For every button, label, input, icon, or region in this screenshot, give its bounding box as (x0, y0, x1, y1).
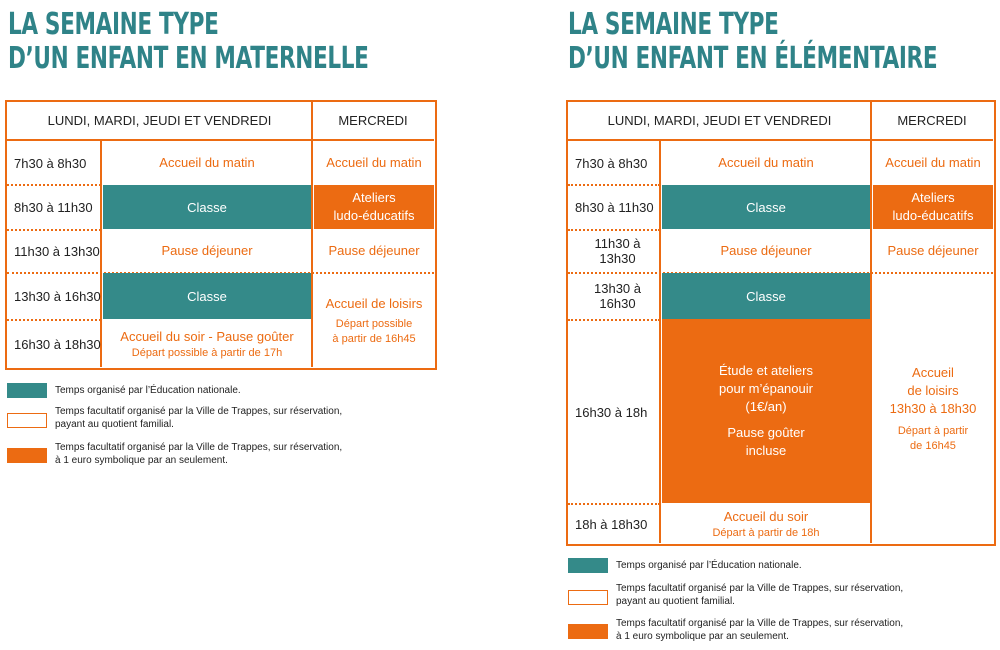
legend-text (55, 441, 342, 467)
class-block: Classe (103, 185, 311, 229)
activity-cell: Accueil du matin (159, 155, 255, 170)
time-cell: 11h30 à 13h30 (14, 243, 100, 259)
leisure-note: Départ possible (335, 317, 413, 330)
legend-text (55, 384, 241, 397)
header-divider (568, 139, 993, 141)
title-line: D’UN ENFANT EN MATERNELLE (8, 41, 369, 76)
activity-cell: Pause déjeuner (720, 243, 812, 258)
header-week-days: LUNDI, MARDI, JEUDI ET VENDREDI (47, 113, 272, 128)
study-line: incluse (745, 443, 787, 458)
leisure-note: à partir de 16h45 (332, 332, 416, 345)
legend-text (616, 617, 903, 643)
legend-line: Temps facultatif organisé par la Ville de Trappes, sur réservation, (55, 442, 343, 453)
legend-swatch-outline (7, 413, 47, 428)
evening-title: Accueil du soir - Pause goûter (120, 328, 294, 344)
class-block: Classe (103, 273, 311, 319)
title-line: D’UN ENFANT EN ÉLÉMENTAIRE (568, 41, 938, 76)
ateliers-line: Ateliers (911, 190, 955, 205)
class-block: Classe (662, 273, 870, 319)
evening-note: Départ possible à partir de 17h (131, 346, 283, 359)
leisure-hours: 13h30 à 18h30 (889, 400, 977, 416)
ateliers-block (873, 185, 993, 229)
activity-cell: Accueil du matin (718, 155, 814, 170)
time-cell: 18h à 18h30 (575, 516, 648, 532)
title-elementaire (568, 8, 937, 76)
header-wednesday: MERCREDI (897, 113, 967, 128)
legend-item (568, 558, 988, 574)
wednesday-cell: Accueil du matin (326, 155, 422, 170)
leisure-title: Accueil (912, 364, 954, 380)
evening-cell (662, 505, 870, 543)
legend-line: Temps facultatif organisé par la Ville de Trappes, sur réservation, (55, 406, 343, 417)
legend-line: payant au quotient familial. (616, 596, 735, 607)
legend-text (616, 582, 903, 608)
study-line: (1€/an) (745, 399, 787, 414)
leisure-title: de loisirs (907, 382, 959, 398)
wednesday-cell: Pause déjeuner (328, 243, 420, 258)
legend-line: payant au quotient familial. (55, 419, 174, 430)
schedule-table-elementaire (566, 100, 996, 546)
ateliers-line: ludo-éducatifs (892, 208, 974, 223)
legend-swatch-orange (568, 624, 608, 639)
time-cell: 8h30 à 11h30 (575, 199, 654, 215)
legend-swatch-outline (568, 590, 608, 605)
title-line: LA SEMAINE TYPE (568, 7, 779, 42)
study-line: pour m’épanouir (719, 381, 813, 396)
wednesday-afternoon-cell (873, 274, 993, 543)
title-line: LA SEMAINE TYPE (8, 7, 219, 42)
wednesday-afternoon-cell (314, 274, 434, 367)
evening-title: Accueil du soir (723, 508, 809, 524)
time-cell: 13h30 à 16h30 (594, 281, 641, 311)
wednesday-cell: Pause déjeuner (887, 243, 979, 258)
class-block: Classe (662, 185, 870, 229)
evening-note: Départ à partir de 18h (712, 526, 820, 539)
legend-line: à 1 euro symbolique par an seulement. (55, 455, 228, 466)
header-divider (7, 139, 434, 141)
time-cell: 16h30 à 18h30 (14, 336, 101, 352)
legend-text (616, 559, 802, 572)
leisure-title: Accueil de loisirs (325, 295, 423, 311)
legend-item (7, 441, 427, 469)
legend-line: Temps facultatif organisé par la Ville de Trappes, sur réservation, (616, 618, 904, 629)
wednesday-column-divider (311, 102, 313, 367)
time-cell: 11h30 à 13h30 (594, 236, 641, 266)
legend-line: Temps organisé par l’Éducation nationale. (616, 560, 802, 571)
leisure-note: Départ à partir (897, 424, 969, 437)
time-cell: 16h30 à 18h (575, 404, 648, 420)
ateliers-line: ludo-éducatifs (333, 208, 415, 223)
ateliers-block (314, 185, 434, 229)
wednesday-cell: Accueil du matin (885, 155, 981, 170)
study-block (662, 319, 870, 503)
legend-item (568, 617, 988, 645)
legend-line: à 1 euro symbolique par an seulement. (616, 631, 789, 642)
legend-item (7, 405, 427, 433)
legend-swatch-teal (7, 383, 47, 398)
schedule-table-maternelle (5, 100, 437, 370)
header-week-days: LUNDI, MARDI, JEUDI ET VENDREDI (607, 113, 832, 128)
header-wednesday: MERCREDI (338, 113, 408, 128)
evening-cell (103, 321, 311, 367)
time-cell: 8h30 à 11h30 (14, 199, 93, 215)
legend-item (568, 582, 988, 610)
time-cell: 7h30 à 8h30 (575, 155, 648, 171)
activity-cell: Pause déjeuner (161, 243, 253, 258)
legend-swatch-orange (7, 448, 47, 463)
leisure-note: de 16h45 (910, 439, 956, 452)
study-line: Étude et ateliers (719, 363, 813, 378)
legend-text (55, 405, 342, 431)
ateliers-line: Ateliers (352, 190, 396, 205)
title-maternelle (8, 8, 369, 76)
time-cell: 13h30 à 16h30 (14, 288, 101, 304)
legend-line: Temps organisé par l’Éducation nationale. (55, 385, 241, 396)
legend-swatch-teal (568, 558, 608, 573)
time-cell: 7h30 à 8h30 (14, 155, 87, 171)
study-line: Pause goûter (727, 425, 805, 440)
wednesday-column-divider (870, 102, 872, 543)
legend-line: Temps facultatif organisé par la Ville de Trappes, sur réservation, (616, 583, 904, 594)
legend-item (7, 383, 427, 399)
